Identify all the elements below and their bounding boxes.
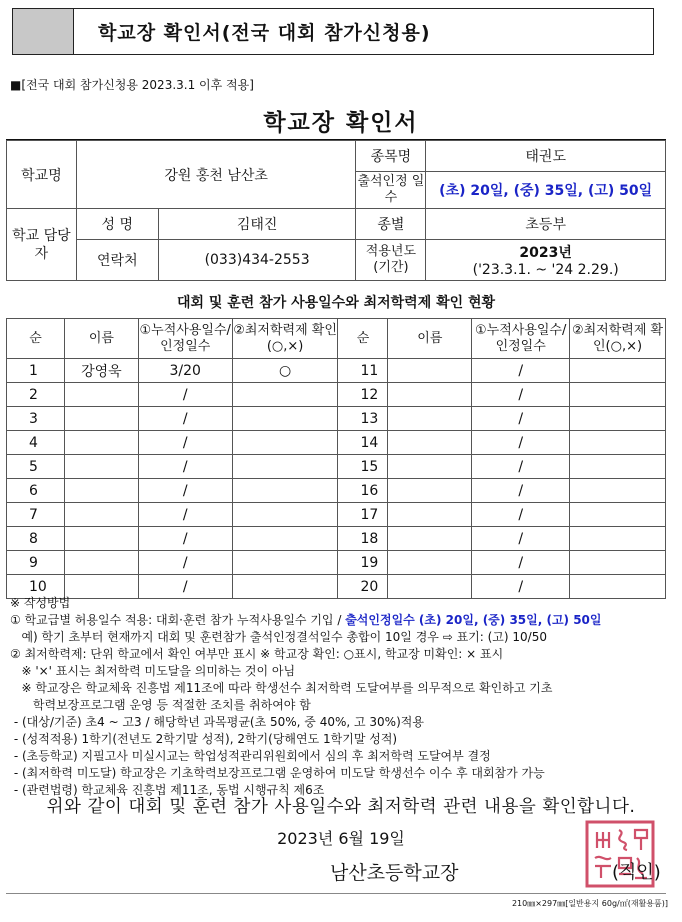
school-value: 강원 홍천 남산초 [76, 141, 356, 209]
header-no: 순 [338, 319, 388, 359]
cell-days: / [138, 503, 232, 527]
cell-name [64, 407, 138, 431]
seal-mark-text: (직인) [612, 862, 661, 883]
status-header-row [7, 319, 666, 359]
cell-check [570, 359, 666, 383]
note-line: - (최저학력 미도달) 학교장은 기초학력보장프로그램 운영하여 미도달 학생선수 이수 후 대회참가 가능 [10, 766, 545, 780]
cell-days: / [472, 527, 570, 551]
cell-check [232, 455, 338, 479]
cell-days: / [138, 479, 232, 503]
cell-name [388, 551, 472, 575]
cell-days: / [472, 407, 570, 431]
table-row [7, 455, 666, 479]
note-line: - (대상/기준) 초4 ~ 고3 / 해당학년 과목평균(초 50%, 중 40%, 고 30%)적용 [10, 715, 424, 729]
header-check: ②최저학력제 확인(○,×) [570, 319, 666, 359]
cell-name [64, 431, 138, 455]
cell-check [232, 551, 338, 575]
table-row [7, 479, 666, 503]
header-check: ②최저학력제 확인(○,×) [232, 319, 338, 359]
notice-line: ■[전국 대회 참가신청용 2023.3.1 이후 적용] [10, 78, 254, 92]
cell-days: / [138, 407, 232, 431]
cell-check [570, 431, 666, 455]
cell-check [570, 551, 666, 575]
cell-no: 15 [338, 455, 388, 479]
cell-no: 16 [338, 479, 388, 503]
cell-no: 20 [338, 575, 388, 599]
signer-name: 남산초등학교장 [330, 862, 459, 884]
status-table [6, 318, 666, 599]
note-line: - (성적적용) 1학기(전년도 2학기말 성적), 2학기(당해연도 1학기말 성적) [10, 732, 398, 746]
cell-no: 19 [338, 551, 388, 575]
cell-check: ○ [232, 359, 338, 383]
note-line: ※ '×' 표시는 최저학력 미도달을 의미하는 것이 아님 [10, 664, 296, 678]
cell-days: / [472, 551, 570, 575]
cell-no: 17 [338, 503, 388, 527]
cell-days: / [472, 383, 570, 407]
cell-no: 18 [338, 527, 388, 551]
cell-check [232, 407, 338, 431]
cell-check [232, 383, 338, 407]
school-info-table [6, 140, 666, 281]
note-line: ② 최저학력제: 단위 학교에서 확인 여부만 표시 ※ 학교장 확인: ○표시, 학교장 미확인: × 표시 [10, 647, 504, 661]
note-line: ① 학교급별 허용일수 적용: 대회·훈련 참가 누적사용일수 기입 / 출석인정일수 (초) 20일, (중) 35일, (고) 50일 [10, 613, 602, 627]
manager-label: 학교 담당자 [7, 209, 77, 281]
table-row [7, 503, 666, 527]
contact-label: 연락처 [76, 240, 158, 281]
school-label: 학교명 [7, 141, 77, 209]
cell-check [570, 479, 666, 503]
header-title: 학교장 확인서(전국 대회 참가신청용) [98, 22, 431, 44]
type-label: 종별 [356, 209, 426, 240]
cell-days: / [138, 551, 232, 575]
note-line: ※ 학교장은 학교체육 진흥법 제11조에 따라 학생선수 최저학력 도달여부를 의무적으로 확인하고 기초 [10, 681, 553, 695]
cell-no: 4 [7, 431, 65, 455]
document-title: 학교장 확인서 [263, 110, 419, 136]
table-row [7, 431, 666, 455]
cell-no: 7 [7, 503, 65, 527]
header-name: 이름 [388, 319, 472, 359]
cell-check [570, 527, 666, 551]
cell-name [64, 503, 138, 527]
year-cell [426, 240, 666, 281]
notes-section [10, 595, 670, 799]
cell-days: / [138, 431, 232, 455]
cell-days: 3/20 [138, 359, 232, 383]
cell-name [388, 455, 472, 479]
table-row [7, 359, 666, 383]
cell-no: 13 [338, 407, 388, 431]
cell-name [388, 359, 472, 383]
cell-check [570, 455, 666, 479]
cell-no: 9 [7, 551, 65, 575]
attendance-value: (초) 20일, (중) 35일, (고) 50일 [426, 172, 666, 209]
cell-days: / [472, 359, 570, 383]
cell-no: 11 [338, 359, 388, 383]
cell-name: 강영욱 [64, 359, 138, 383]
cell-name [64, 479, 138, 503]
cell-no: 6 [7, 479, 65, 503]
cell-days: / [138, 383, 232, 407]
cell-no: 5 [7, 455, 65, 479]
cell-days: / [472, 431, 570, 455]
cell-name [64, 383, 138, 407]
cell-days: / [138, 575, 232, 599]
cell-check [570, 503, 666, 527]
event-label: 종목명 [356, 141, 426, 172]
year-value: 2023년 [519, 245, 572, 261]
note-line: ※ 작성방법 [10, 596, 71, 610]
cell-check [570, 383, 666, 407]
name-value: 김태진 [158, 209, 356, 240]
cell-no: 12 [338, 383, 388, 407]
confirm-statement: 위와 같이 대회 및 훈련 참가 사용일수와 최저학력 관련 내용을 확인합니다. [46, 797, 636, 817]
cell-no: 3 [7, 407, 65, 431]
confirm-date: 2023년 6월 19일 [277, 829, 405, 848]
cell-days: / [472, 503, 570, 527]
cell-days: / [472, 455, 570, 479]
cell-check [232, 527, 338, 551]
note-highlight: 출석인정일수 (초) 20일, (중) 35일, (고) 50일 [345, 613, 602, 627]
header-gray-bar [13, 9, 74, 54]
note-line: 예) 학기 초부터 현재까지 대회 및 훈련참가 출석인정결석일수 총합이 10일 경우 ⇨ 표기: (고) 10/50 [10, 630, 547, 644]
header-title-box [12, 8, 654, 55]
name-label: 성 명 [76, 209, 158, 240]
status-title: 대회 및 훈련 참가 사용일수와 최저학력제 확인 현황 [6, 288, 666, 319]
cell-name [64, 551, 138, 575]
cell-no: 1 [7, 359, 65, 383]
note-line: 학력보장프로그램 운영 등 적절한 조치를 취하여야 함 [10, 698, 311, 712]
cell-no: 14 [338, 431, 388, 455]
cell-check [232, 431, 338, 455]
header-name: 이름 [64, 319, 138, 359]
cell-no: 10 [7, 575, 65, 599]
cell-name [388, 479, 472, 503]
header-days: ①누적사용일수/인정일수 [138, 319, 232, 359]
header-days: ①누적사용일수/인정일수 [472, 319, 570, 359]
cell-name [388, 503, 472, 527]
cell-name [388, 407, 472, 431]
type-value: 초등부 [426, 209, 666, 240]
cell-check [232, 503, 338, 527]
cell-no: 2 [7, 383, 65, 407]
cell-days: / [472, 479, 570, 503]
cell-name [64, 455, 138, 479]
cell-days: / [472, 575, 570, 599]
cell-check [232, 479, 338, 503]
cell-name [388, 431, 472, 455]
cell-no: 8 [7, 527, 65, 551]
table-row [7, 527, 666, 551]
table-row [7, 551, 666, 575]
note-line: - (초등학교) 지필고사 미실시교는 학업성적관리위원회에서 심의 후 최저학력 도달여부 결정 [10, 749, 491, 763]
cell-name [388, 527, 472, 551]
table-row [7, 383, 666, 407]
cell-days: / [138, 455, 232, 479]
attendance-label: 출석인정 일수 [356, 172, 426, 209]
table-row [7, 407, 666, 431]
header-no: 순 [7, 319, 65, 359]
cell-days: / [138, 527, 232, 551]
year-label: 적용년도 (기간) [356, 240, 426, 281]
cell-name [64, 527, 138, 551]
event-value: 태권도 [426, 141, 666, 172]
cell-name [388, 383, 472, 407]
cell-check [570, 407, 666, 431]
bottom-rule [6, 893, 666, 894]
contact-value: (033)434-2553 [158, 240, 356, 281]
note-line: - (관련법령) 학교체육 진흥법 제11조, 동법 시행규칙 제6조 [10, 783, 325, 797]
period-value: ('23.3.1. ~ '24 2.29.) [472, 262, 619, 278]
paper-spec-footer: 210㎜×297㎜[일반용지 60g/㎡(재활용품)] [511, 899, 668, 908]
